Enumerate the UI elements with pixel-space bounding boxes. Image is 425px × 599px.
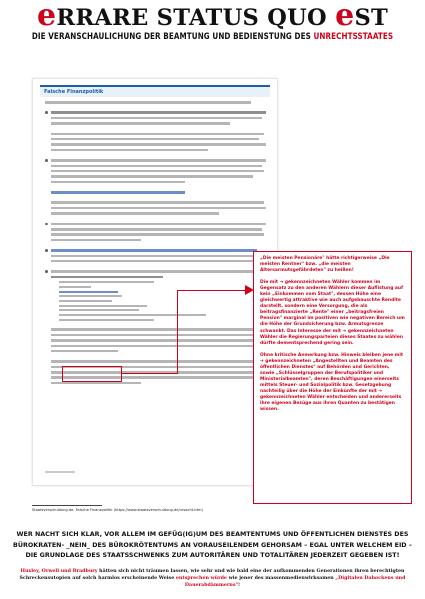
title-first-letter: e <box>36 0 57 33</box>
bottom-note-emphasis-1: entsprechen würde <box>175 576 227 581</box>
article-section-title: Falsche Finanzpolitik <box>40 85 270 97</box>
footnote-rule <box>32 505 102 506</box>
bottom-statement-line-2: BÜROKRATEN- _NEIN_ DES BÜROKRÖTENTUMS AN VORAUSEILENDEM GEHORSAM – EGAL UNTER WELCHEM EID – <box>13 541 412 549</box>
title-part-1: RRARE STATUS QUO <box>56 5 336 31</box>
subtitle-main: DIE VERANSCHAULICHUNG DER BEAMTUNG UND BEDIENSTUNG DES <box>31 32 314 42</box>
bottom-statement-line-3: DIE GRUNDLAGE DES STAATSSCHWENKS ZUM AUTORITÄREN UND TOTALITÄREN JEDERZEIT GEGEBEN IST! <box>25 552 400 559</box>
page-title <box>0 2 425 32</box>
bottom-note-end: ! <box>238 583 241 588</box>
bottom-statement <box>12 530 413 562</box>
highlight-connector <box>122 373 178 374</box>
title-second-e: e <box>335 0 355 33</box>
highlight-box <box>62 366 122 382</box>
subtitle-red: UNRECHTSSTAATES <box>313 32 394 42</box>
footnote-text: Staatsverschuldung.de, Falsche Finanzpolitik (https://www.staatsverschuldung.de/ursacht.htm) <box>32 508 203 512</box>
commentary-paragraph-3: Ohne kritische Anmerkung bzw. Hinweis bleiben jene mit ➔ gekennzeichneten „Angestellten und Beamten des öffentlichen Dienstes" auf Behörden und Gerichten, sowie „Schlüsselgruppen der Berufspolitiker und Ministerialbeamten", deren Beschäftigungen einerseits mittels Steuer- und Sozialpolitik bzw. Gesetzgebung nachteilig über die Höhe der Einkünfte der mit ➔ gekennzeichneten Wähler entscheiden und andererseits ihre eigenen Bezüge aus ihren Quanten zu bestätigen wissen. <box>260 352 403 413</box>
bottom-note-text-2: wie jener des massenmedienwirksamen <box>226 576 336 581</box>
highlight-connector-horizontal <box>177 290 245 291</box>
bottom-note-authors: Huxley, Orwell und Bradbury <box>20 569 98 574</box>
page-subtitle <box>15 31 410 43</box>
bottom-note-emphasis-2: „Digitalen Dahockens und Dauerabdämmerns" <box>184 576 406 588</box>
bottom-note-text-1: hätten sich nicht träumen lassen, wie sehr und wie bald eine der aufkommenden Generationen ihren berechtigten Schreckensutopien auf solch harmlos erscheinende Weise <box>19 569 405 581</box>
article-screenshot <box>32 78 278 486</box>
page-header <box>0 2 425 43</box>
highlight-connector-vertical <box>177 290 178 374</box>
commentary-box <box>253 251 412 504</box>
commentary-paragraph-2: Die mit ➔ gekennzeichneten Wähler kommen im Gegensatz zu den anderen Wählern dieser Auflistung auf kein „Einkommen vom Staat", dessen Höhe eine gleichwertig attraktive wie auch aufgebauschte Rendite darstellt, sondern eine Versorgung, die als beitragsfinanzierte „Rente" einer „beitragsfreien Pension" marginal im positiven wie negativen Bereich um die Höhe der Grundsicherung bzw. Armutsgrenze schwankt. Das Interesse der mit ➔ gekennzeichneten Wähler die Regierungsparteien dieses Staates zu wählen dürfte dementsprechend gering sein. <box>260 280 405 346</box>
title-part-2: ST <box>354 5 389 31</box>
bottom-statement-line-1: WER NACHT SICH KLAR, VOR ALLEM IM GEFÜG(IG)UM DES BEAMTENTUMS UND ÖFFENTLICHEN DIENSTES DES <box>16 531 409 538</box>
bottom-note <box>12 568 413 589</box>
article-date-line <box>45 471 75 473</box>
article-text-lines <box>45 101 269 387</box>
commentary-paragraph-1: „Die meisten Pensionäre" hätte richtigerweise „Die meisten Rentner" bzw. „die meisten Altersarmutsgefährdeten" zu heißen! <box>260 256 390 274</box>
